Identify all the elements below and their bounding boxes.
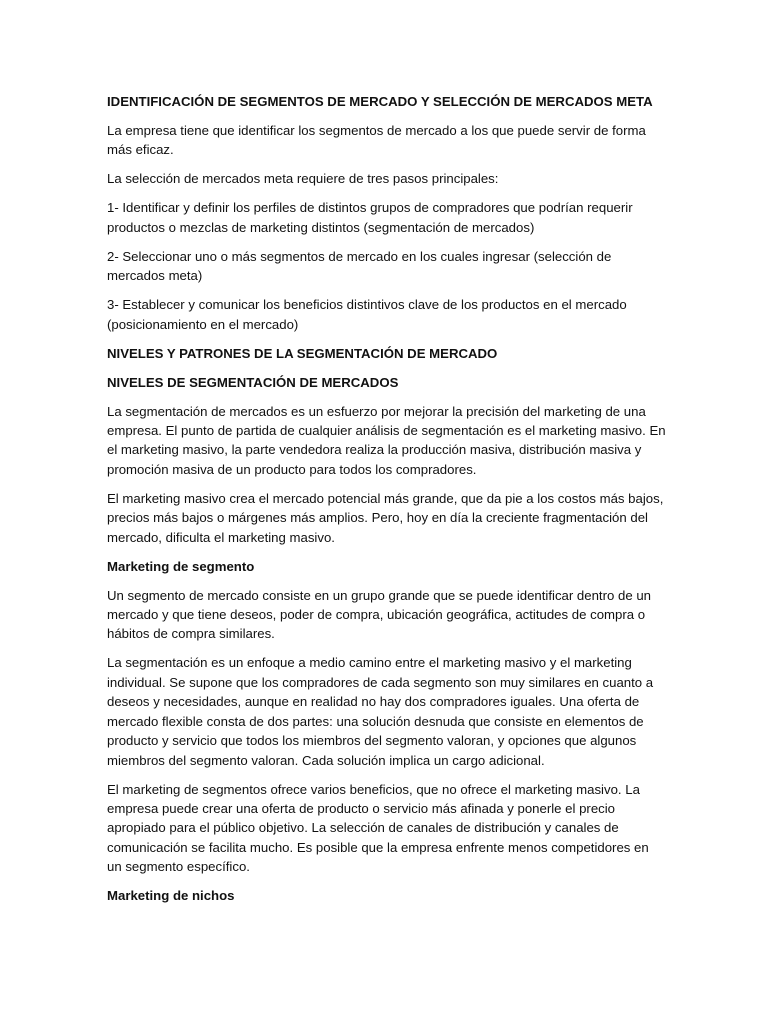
step-item: 2- Seleccionar uno o más segmentos de mercado en los cuales ingresar (selección de mercados meta) xyxy=(107,248,612,284)
step-item: 3- Establecer y comunicar los beneficios distintivos clave de los productos en el mercado (posicionamiento en el mercado) xyxy=(107,297,627,332)
section-heading: NIVELES Y PATRONES DE LA SEGMENTACIÓN DE MERCADO xyxy=(107,345,498,361)
paragraph: La segmentación es un enfoque a medio camino entre el marketing masivo y el marketing individual. Se supone que los compradores de cada segmento son muy similares en cuanto a deseos y necesidades, aunque en realidad no hay dos compradores iguales. Una oferta de mercado flexible consta de dos partes: una solución desnuda que consiste en elementos de producto y servicio que todos los miembros del segmento valoran, y opciones que algunos miembros del segmento valoran. Cada solución implica un cargo adicional. xyxy=(107,655,654,768)
step-item: 1- Identificar y definir los perfiles de distintos grupos de compradores que podrían requerir productos o mezclas de marketing distintos (segmentación de mercados) xyxy=(107,200,633,235)
document-page xyxy=(107,92,667,915)
subheading: Marketing de nichos xyxy=(107,888,235,904)
paragraph: Un segmento de mercado consiste en un grupo grande que se puede identificar dentro de un mercado y que tiene deseos, poder de compra, ubicación geográfica, actitudes de compra o hábitos de compra similares. xyxy=(107,587,651,642)
document-title: IDENTIFICACIÓN DE SEGMENTOS DE MERCADO Y SELECCIÓN DE MERCADOS META xyxy=(107,94,653,109)
section-heading: NIVELES DE SEGMENTACIÓN DE MERCADOS xyxy=(107,374,399,390)
paragraph: La empresa tiene que identificar los segmentos de mercado a los que puede servir de forma más eficaz. xyxy=(107,123,646,158)
paragraph: La segmentación de mercados es un esfuerzo por mejorar la precisión del marketing de una empresa. El punto de partida de cualquier análisis de segmentación es el marketing masivo. En el marketing masivo, la parte vendedora realiza la producción masiva, distribución masiva y promoción masiva de un producto para todos los compradores. xyxy=(107,403,666,477)
subheading: Marketing de segmento xyxy=(107,558,255,574)
paragraph: La selección de mercados meta requiere de tres pasos principales: xyxy=(107,171,499,187)
paragraph: El marketing masivo crea el mercado potencial más grande, que da pie a los costos más bajos, precios más bajos o márgenes más amplios. Pero, hoy en día la creciente fragmentación del mercado, dificulta el marketing masivo. xyxy=(107,490,664,545)
paragraph: El marketing de segmentos ofrece varios beneficios, que no ofrece el marketing masivo. La empresa puede crear una oferta de producto o servicio más afinada y ponerle el precio apropiado para el público objetivo. La selección de canales de distribución y canales de comunicación se facilita mucho. Es posible que la empresa enfrente menos competidores en un segmento específico. xyxy=(107,781,649,875)
